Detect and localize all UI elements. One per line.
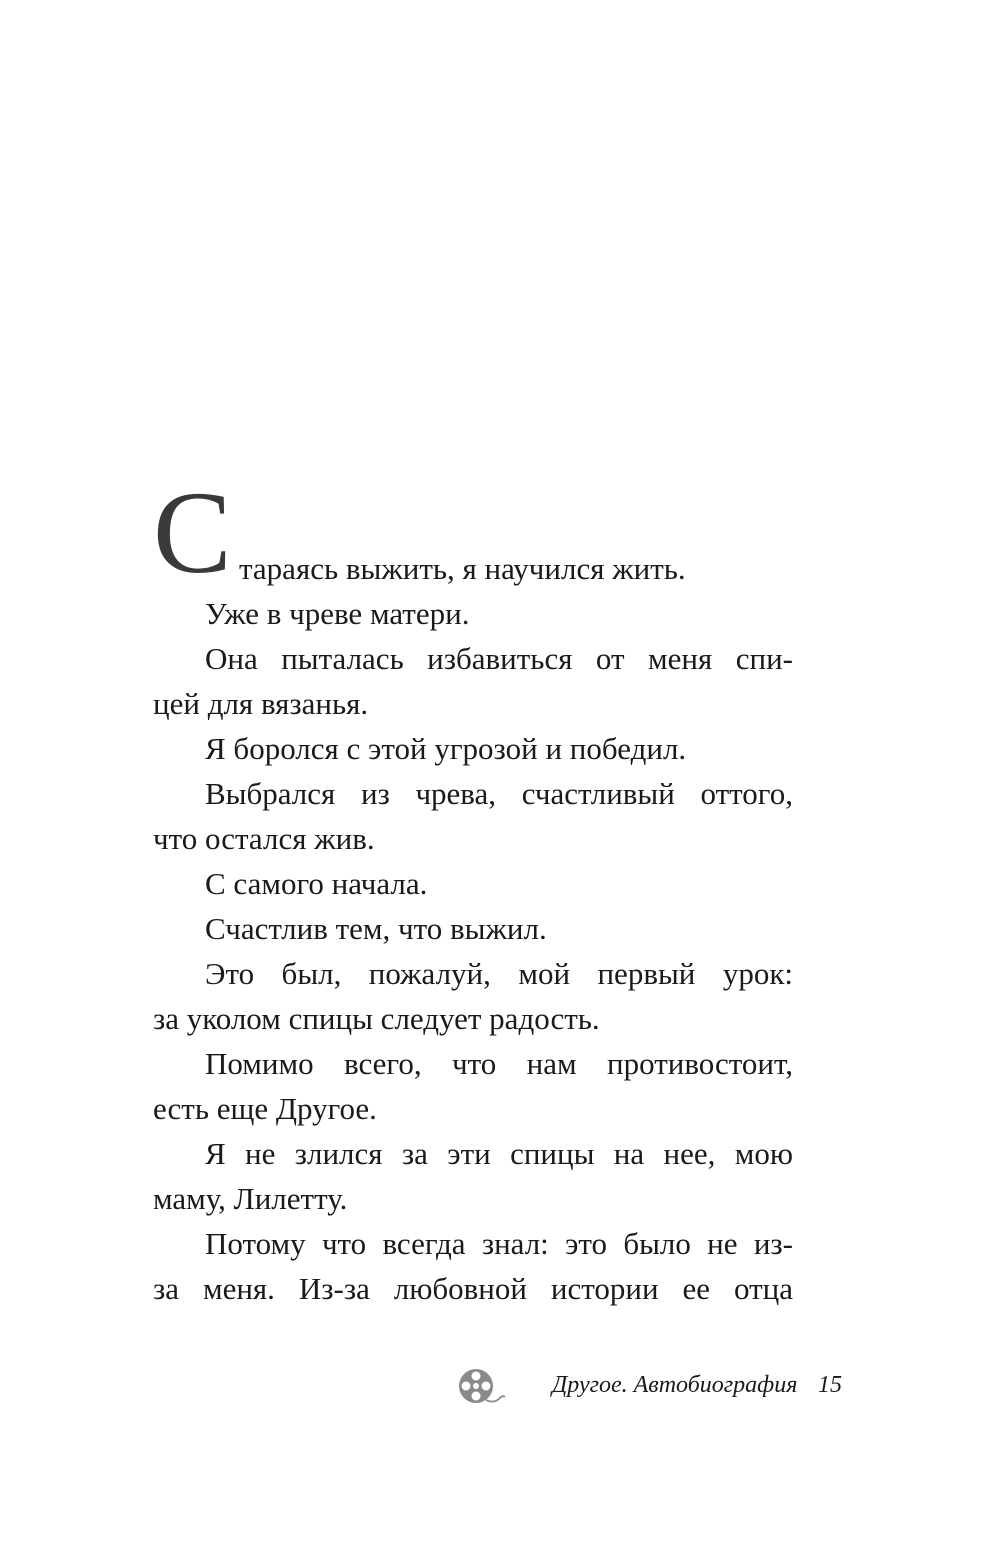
text-line: Счастлив тем, что выжил. xyxy=(205,911,547,946)
text-line: С самого начала. xyxy=(205,866,428,901)
page-footer xyxy=(0,1368,1000,1408)
text-line: что остался жив. xyxy=(153,821,375,856)
running-title: Другое. Автобиография xyxy=(552,1372,798,1398)
text-line: есть еще Другое. xyxy=(153,1091,377,1126)
text-line: цей для вязанья. xyxy=(153,686,369,721)
text-line: за уколом спицы следует радость. xyxy=(153,1001,600,1036)
text-line: за меня. Из-за любовной истории ее отца xyxy=(153,1271,793,1306)
drop-cap: С xyxy=(153,467,232,598)
text-line: Это был, пожалуй, мой первый урок: xyxy=(205,956,793,991)
text-line: тараясь выжить, я научился жить. xyxy=(239,551,686,586)
text-line: Я боролся с этой угрозой и победил. xyxy=(205,731,687,766)
text-line: Уже в чреве матери. xyxy=(205,596,470,631)
text-line: Она пыталась избавиться от меня спи- xyxy=(205,641,793,676)
text-line: маму, Лилетту. xyxy=(153,1181,348,1216)
page-number: 15 xyxy=(818,1372,842,1398)
text-line: Выбрался из чрева, счастливый оттого, xyxy=(205,776,793,811)
text-line: Помимо всего, что нам противостоит, xyxy=(205,1046,793,1081)
text-line: Потому что всегда знал: это было не из- xyxy=(205,1226,793,1261)
film-reel-icon xyxy=(456,1368,506,1408)
text-line: Я не злился за эти спицы на нее, мою xyxy=(205,1136,793,1171)
